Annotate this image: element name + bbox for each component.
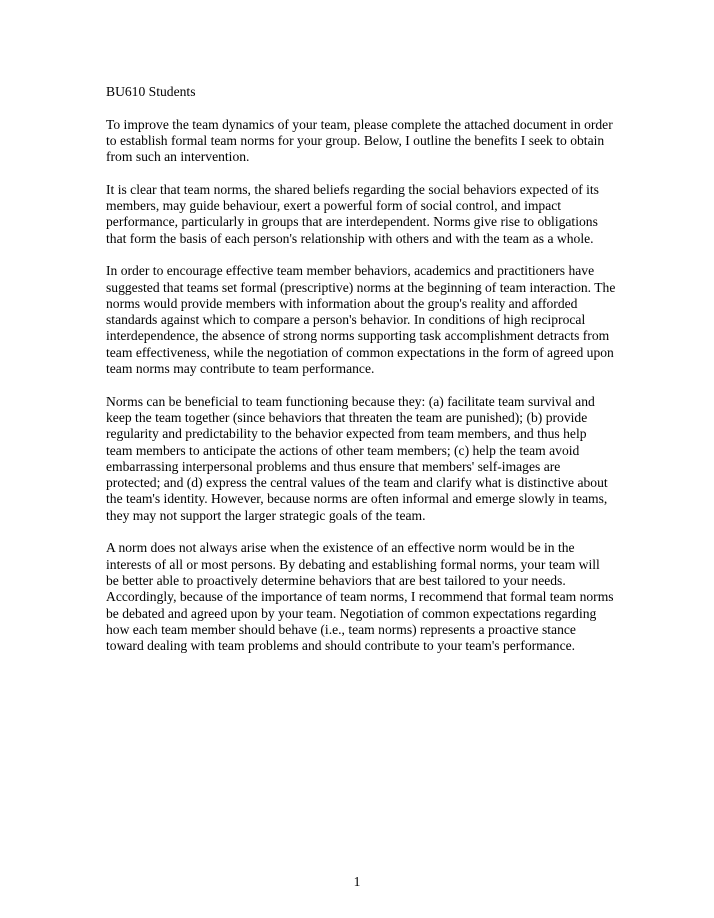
paragraph-recommendation: A norm does not always arise when the existence of an effective norm would be in the interests of all or most persons. By debating and establishing formal norms, your team will be better able to proactively determine behaviors that are best tailored to your needs. Accordingly, because of the importance of team norms, I recommend that formal team norms be debated and agreed upon by your team. Negotiation of common expectations regarding how each team member should behave (i.e., team norms) represents a proactive stance toward dealing with team problems and should contribute to your team's performance. (106, 540, 614, 654)
paragraph-team-norms: It is clear that team norms, the shared beliefs regarding the social behaviors expected of its members, may guide behaviour, exert a powerful form of social control, and impact performance, particularly in groups that are interdependent. Norms give rise to obligations that form the basis of each person's relationship with others and with the team as a whole. (106, 181, 599, 246)
paragraph-formal-norms: In order to encourage effective team member behaviors, academics and practitioners have suggested that teams set formal (prescriptive) norms at the beginning of team interaction. The norms would provide members with information about the group's reality and afforded standards against which to compare a person's behavior. In conditions of high reciprocal interdependence, the absence of strong norms supporting task accomplishment detracts from team effectiveness, while the negotiation of common expectations in the form of agreed upon team norms may contribute to team performance. (106, 263, 616, 377)
paragraph-norm-benefits: Norms can be beneficial to team functioning because they: (a) facilitate team survival and keep the team together (since behaviors that threaten the team are punished); (b) provide regularity and predictability to the behavior expected from team members, and thus help team members to anticipate the actions of other team members; (c) help the team avoid embarrassing interpersonal problems and thus ensure that members' self-images are protected; and (d) express the central values of the team and clarify what is distinctive about the team's identity. However, because norms are often informal and emerge slowly in teams, they may not support the larger strategic goals of the team. (106, 393, 608, 523)
paragraph-intro: To improve the team dynamics of your team, please complete the attached document in order to establish formal team norms for your group. Below, I outline the benefits I seek to obtain from such an intervention. (106, 116, 613, 165)
salutation: BU610 Students (106, 84, 196, 99)
page-number: 1 (353, 874, 361, 889)
document-body (106, 84, 616, 671)
